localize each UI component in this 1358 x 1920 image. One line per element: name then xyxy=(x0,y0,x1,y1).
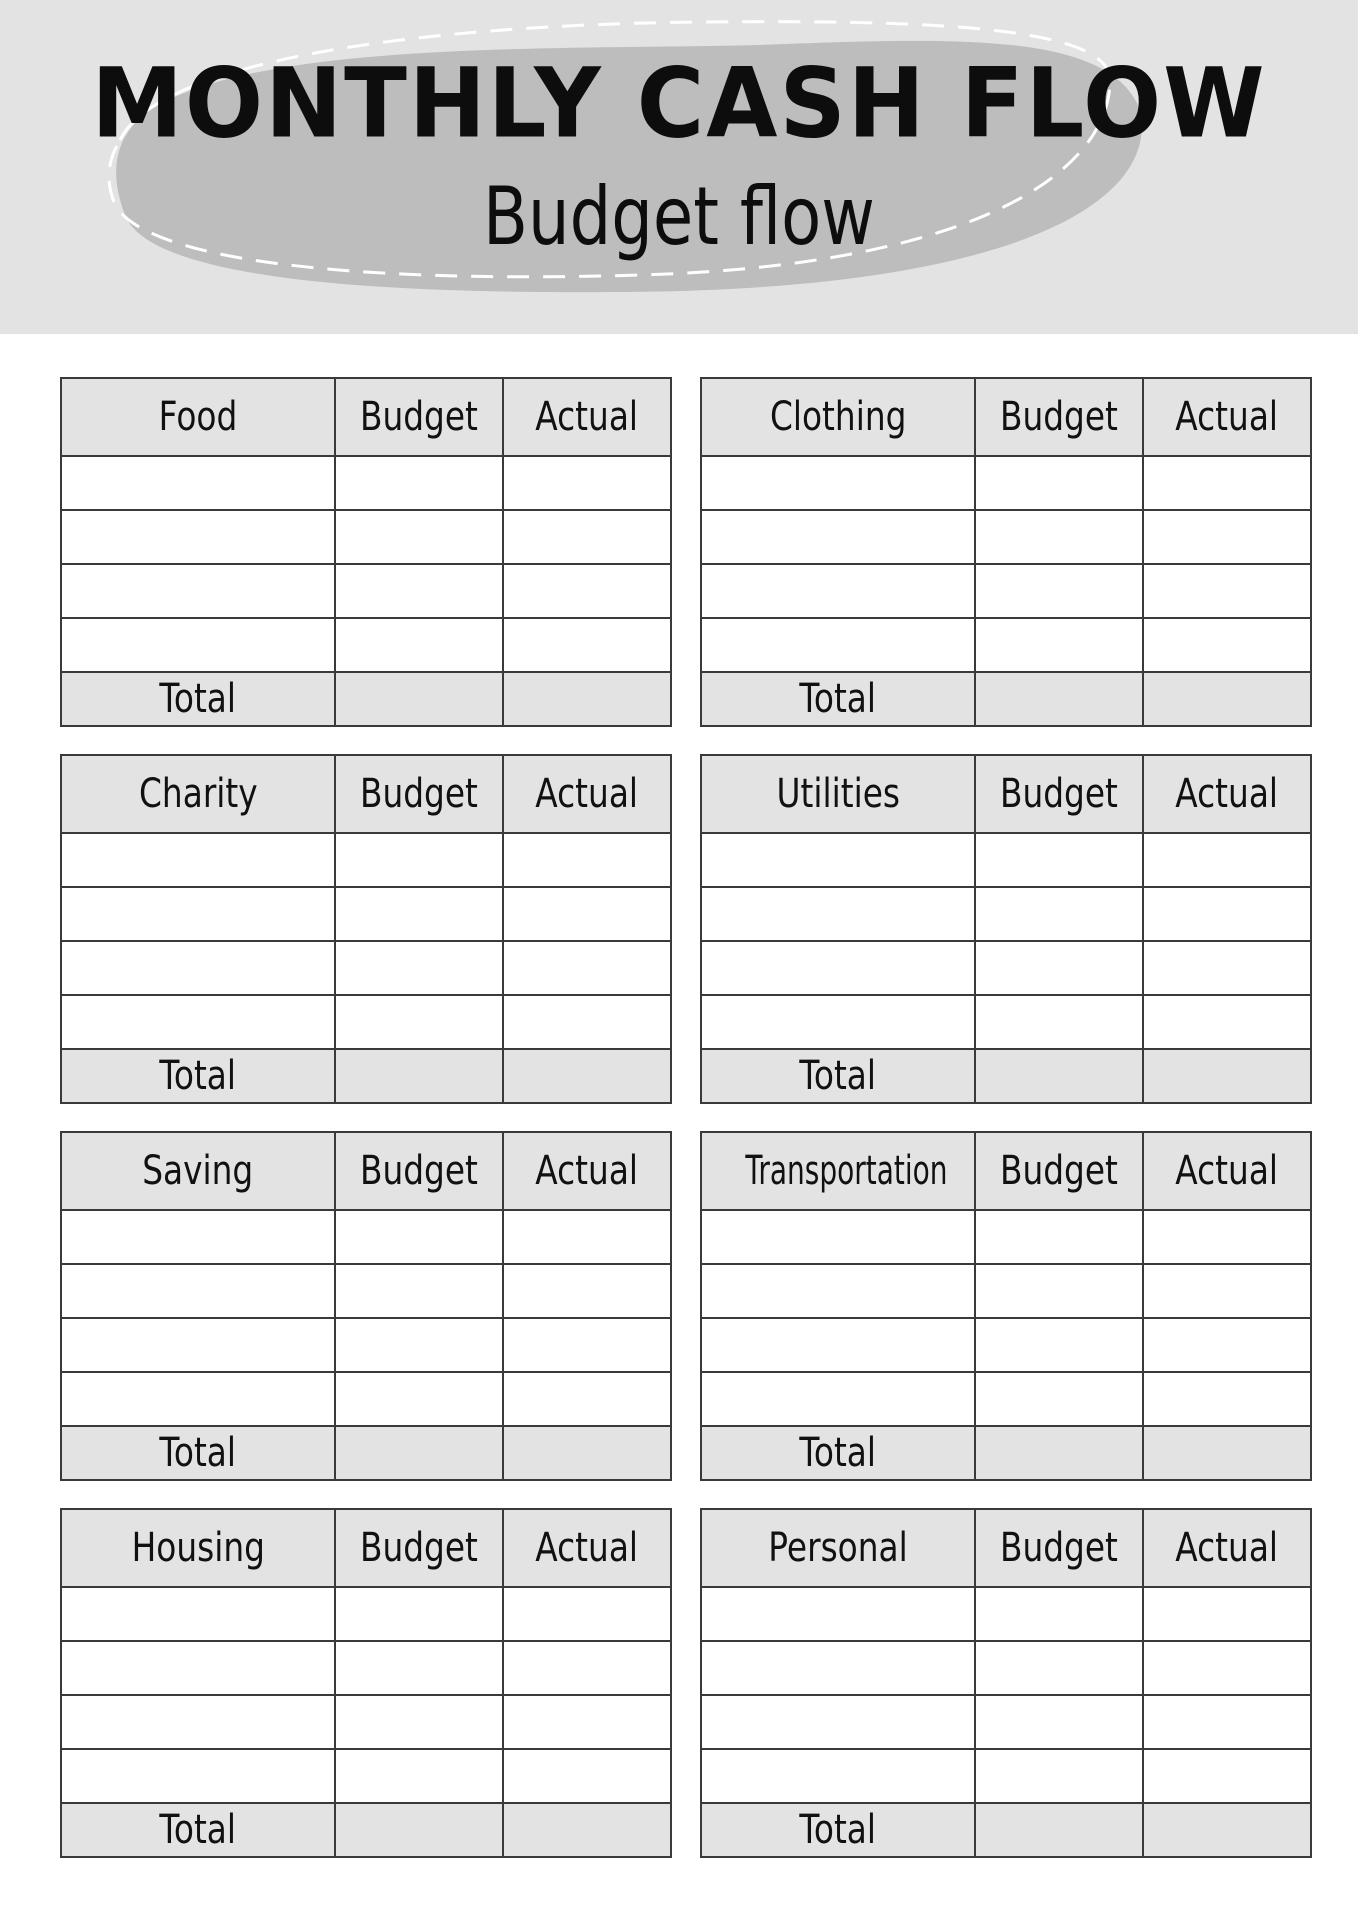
entry-cell[interactable] xyxy=(701,941,975,995)
total-label: Total xyxy=(701,1426,975,1480)
budget-heading: Budget xyxy=(335,1132,503,1210)
header-band xyxy=(0,0,1358,334)
category-heading: Saving xyxy=(61,1132,335,1210)
actual-cell[interactable] xyxy=(503,1749,671,1803)
entry-cell[interactable] xyxy=(701,887,975,941)
actual-cell[interactable] xyxy=(503,1641,671,1695)
category-heading: Transportation xyxy=(701,1132,975,1210)
table-housing xyxy=(60,1508,672,1858)
actual-cell[interactable] xyxy=(503,833,671,887)
actual-heading: Actual xyxy=(503,1509,671,1587)
budget-total-cell[interactable] xyxy=(335,672,503,726)
actual-cell[interactable] xyxy=(1143,456,1311,510)
budget-cell[interactable] xyxy=(975,887,1143,941)
budget-heading: Budget xyxy=(335,755,503,833)
budget-cell[interactable] xyxy=(975,1749,1143,1803)
budget-total-cell[interactable] xyxy=(335,1803,503,1857)
entry-cell[interactable] xyxy=(61,1210,335,1264)
category-heading: Personal xyxy=(701,1509,975,1587)
entry-cell[interactable] xyxy=(61,1372,335,1426)
actual-cell[interactable] xyxy=(503,1695,671,1749)
actual-total-cell[interactable] xyxy=(1143,1049,1311,1103)
entry-cell[interactable] xyxy=(701,833,975,887)
table-personal xyxy=(700,1508,1312,1858)
entry-cell[interactable] xyxy=(61,564,335,618)
budget-total-cell[interactable] xyxy=(975,1803,1143,1857)
actual-cell[interactable] xyxy=(1143,1318,1311,1372)
actual-cell[interactable] xyxy=(1143,564,1311,618)
actual-total-cell[interactable] xyxy=(503,1426,671,1480)
table-transportation xyxy=(700,1131,1312,1481)
table-saving xyxy=(60,1131,672,1481)
entry-cell[interactable] xyxy=(701,995,975,1049)
entry-cell[interactable] xyxy=(61,833,335,887)
budget-cell[interactable] xyxy=(975,941,1143,995)
actual-heading: Actual xyxy=(1143,755,1311,833)
entry-cell[interactable] xyxy=(61,941,335,995)
budget-cell[interactable] xyxy=(335,1210,503,1264)
entry-cell[interactable] xyxy=(61,1749,335,1803)
actual-cell[interactable] xyxy=(503,887,671,941)
actual-cell[interactable] xyxy=(1143,1641,1311,1695)
total-label: Total xyxy=(701,1803,975,1857)
total-label: Total xyxy=(701,672,975,726)
budget-heading: Budget xyxy=(975,755,1143,833)
budget-heading: Budget xyxy=(335,1509,503,1587)
budget-cell[interactable] xyxy=(975,564,1143,618)
entry-cell[interactable] xyxy=(701,1641,975,1695)
actual-total-cell[interactable] xyxy=(503,672,671,726)
budget-cell[interactable] xyxy=(975,1210,1143,1264)
table-clothing xyxy=(700,377,1312,727)
entry-cell[interactable] xyxy=(701,564,975,618)
budget-cell[interactable] xyxy=(975,1641,1143,1695)
actual-heading: Actual xyxy=(1143,378,1311,456)
table-utilities xyxy=(700,754,1312,1104)
entry-cell[interactable] xyxy=(61,887,335,941)
actual-cell[interactable] xyxy=(503,995,671,1049)
actual-cell[interactable] xyxy=(503,618,671,672)
actual-cell[interactable] xyxy=(1143,941,1311,995)
budget-cell[interactable] xyxy=(975,1318,1143,1372)
category-heading: Clothing xyxy=(701,378,975,456)
budget-cell[interactable] xyxy=(975,1695,1143,1749)
actual-total-cell[interactable] xyxy=(503,1803,671,1857)
budget-cell[interactable] xyxy=(335,1749,503,1803)
entry-cell[interactable] xyxy=(61,456,335,510)
entry-cell[interactable] xyxy=(61,510,335,564)
page-title: MONTHLY CASH FLOW xyxy=(91,47,1267,160)
total-label: Total xyxy=(61,672,335,726)
entry-cell[interactable] xyxy=(701,1695,975,1749)
budget-heading: Budget xyxy=(975,1509,1143,1587)
category-heading: Charity xyxy=(61,755,335,833)
budget-cell[interactable] xyxy=(975,618,1143,672)
entry-cell[interactable] xyxy=(701,1210,975,1264)
budget-total-cell[interactable] xyxy=(335,1049,503,1103)
actual-cell[interactable] xyxy=(1143,1749,1311,1803)
actual-cell[interactable] xyxy=(1143,833,1311,887)
actual-cell[interactable] xyxy=(1143,510,1311,564)
entry-cell[interactable] xyxy=(61,1695,335,1749)
budget-cell[interactable] xyxy=(335,833,503,887)
budget-heading: Budget xyxy=(975,1132,1143,1210)
budget-cell[interactable] xyxy=(335,1318,503,1372)
total-label: Total xyxy=(61,1426,335,1480)
actual-cell[interactable] xyxy=(503,1372,671,1426)
category-heading: Housing xyxy=(61,1509,335,1587)
budget-total-cell[interactable] xyxy=(975,1049,1143,1103)
actual-cell[interactable] xyxy=(503,510,671,564)
budget-cell[interactable] xyxy=(335,456,503,510)
actual-heading: Actual xyxy=(503,1132,671,1210)
entry-cell[interactable] xyxy=(701,1264,975,1318)
actual-cell[interactable] xyxy=(503,564,671,618)
entry-cell[interactable] xyxy=(61,1264,335,1318)
budget-cell[interactable] xyxy=(335,1695,503,1749)
budget-total-cell[interactable] xyxy=(975,672,1143,726)
total-label: Total xyxy=(701,1049,975,1103)
actual-heading: Actual xyxy=(503,378,671,456)
actual-cell[interactable] xyxy=(503,1264,671,1318)
entry-cell[interactable] xyxy=(701,1749,975,1803)
entry-cell[interactable] xyxy=(701,510,975,564)
actual-cell[interactable] xyxy=(503,1318,671,1372)
actual-cell[interactable] xyxy=(503,456,671,510)
budget-cell[interactable] xyxy=(335,1372,503,1426)
budget-cell[interactable] xyxy=(975,456,1143,510)
total-label: Total xyxy=(61,1803,335,1857)
actual-cell[interactable] xyxy=(1143,1210,1311,1264)
budget-cell[interactable] xyxy=(975,1372,1143,1426)
entry-cell[interactable] xyxy=(61,1587,335,1641)
budget-cell[interactable] xyxy=(335,564,503,618)
budget-cell[interactable] xyxy=(335,618,503,672)
budget-cell[interactable] xyxy=(335,1264,503,1318)
actual-heading: Actual xyxy=(503,755,671,833)
actual-heading: Actual xyxy=(1143,1509,1311,1587)
actual-total-cell[interactable] xyxy=(503,1049,671,1103)
actual-total-cell[interactable] xyxy=(1143,672,1311,726)
budget-cell[interactable] xyxy=(975,510,1143,564)
entry-cell[interactable] xyxy=(701,1587,975,1641)
entry-cell[interactable] xyxy=(701,456,975,510)
entry-cell[interactable] xyxy=(701,618,975,672)
budget-cell[interactable] xyxy=(335,1641,503,1695)
actual-cell[interactable] xyxy=(1143,1695,1311,1749)
budget-cell[interactable] xyxy=(335,887,503,941)
budget-cell[interactable] xyxy=(335,510,503,564)
actual-cell[interactable] xyxy=(503,1210,671,1264)
actual-cell[interactable] xyxy=(503,1587,671,1641)
category-heading: Food xyxy=(61,378,335,456)
budget-cell[interactable] xyxy=(975,995,1143,1049)
budget-heading: Budget xyxy=(335,378,503,456)
actual-cell[interactable] xyxy=(1143,1372,1311,1426)
actual-total-cell[interactable] xyxy=(1143,1426,1311,1480)
budget-total-cell[interactable] xyxy=(335,1426,503,1480)
budget-cell[interactable] xyxy=(335,1587,503,1641)
category-heading: Utilities xyxy=(701,755,975,833)
budget-cell[interactable] xyxy=(975,1264,1143,1318)
budget-cell[interactable] xyxy=(335,995,503,1049)
budget-heading: Budget xyxy=(975,378,1143,456)
table-food xyxy=(60,377,672,727)
budget-cell[interactable] xyxy=(335,941,503,995)
entry-cell[interactable] xyxy=(61,618,335,672)
actual-cell[interactable] xyxy=(1143,1264,1311,1318)
actual-cell[interactable] xyxy=(1143,618,1311,672)
actual-cell[interactable] xyxy=(1143,887,1311,941)
entry-cell[interactable] xyxy=(701,1318,975,1372)
entry-cell[interactable] xyxy=(701,1372,975,1426)
entry-cell[interactable] xyxy=(61,1641,335,1695)
page-subtitle: Budget flow xyxy=(483,170,875,263)
table-charity xyxy=(60,754,672,1104)
budget-cell[interactable] xyxy=(975,833,1143,887)
budget-cell[interactable] xyxy=(975,1587,1143,1641)
entry-cell[interactable] xyxy=(61,995,335,1049)
actual-heading: Actual xyxy=(1143,1132,1311,1210)
actual-total-cell[interactable] xyxy=(1143,1803,1311,1857)
actual-cell[interactable] xyxy=(503,941,671,995)
total-label: Total xyxy=(61,1049,335,1103)
entry-cell[interactable] xyxy=(61,1318,335,1372)
actual-cell[interactable] xyxy=(1143,1587,1311,1641)
budget-total-cell[interactable] xyxy=(975,1426,1143,1480)
actual-cell[interactable] xyxy=(1143,995,1311,1049)
